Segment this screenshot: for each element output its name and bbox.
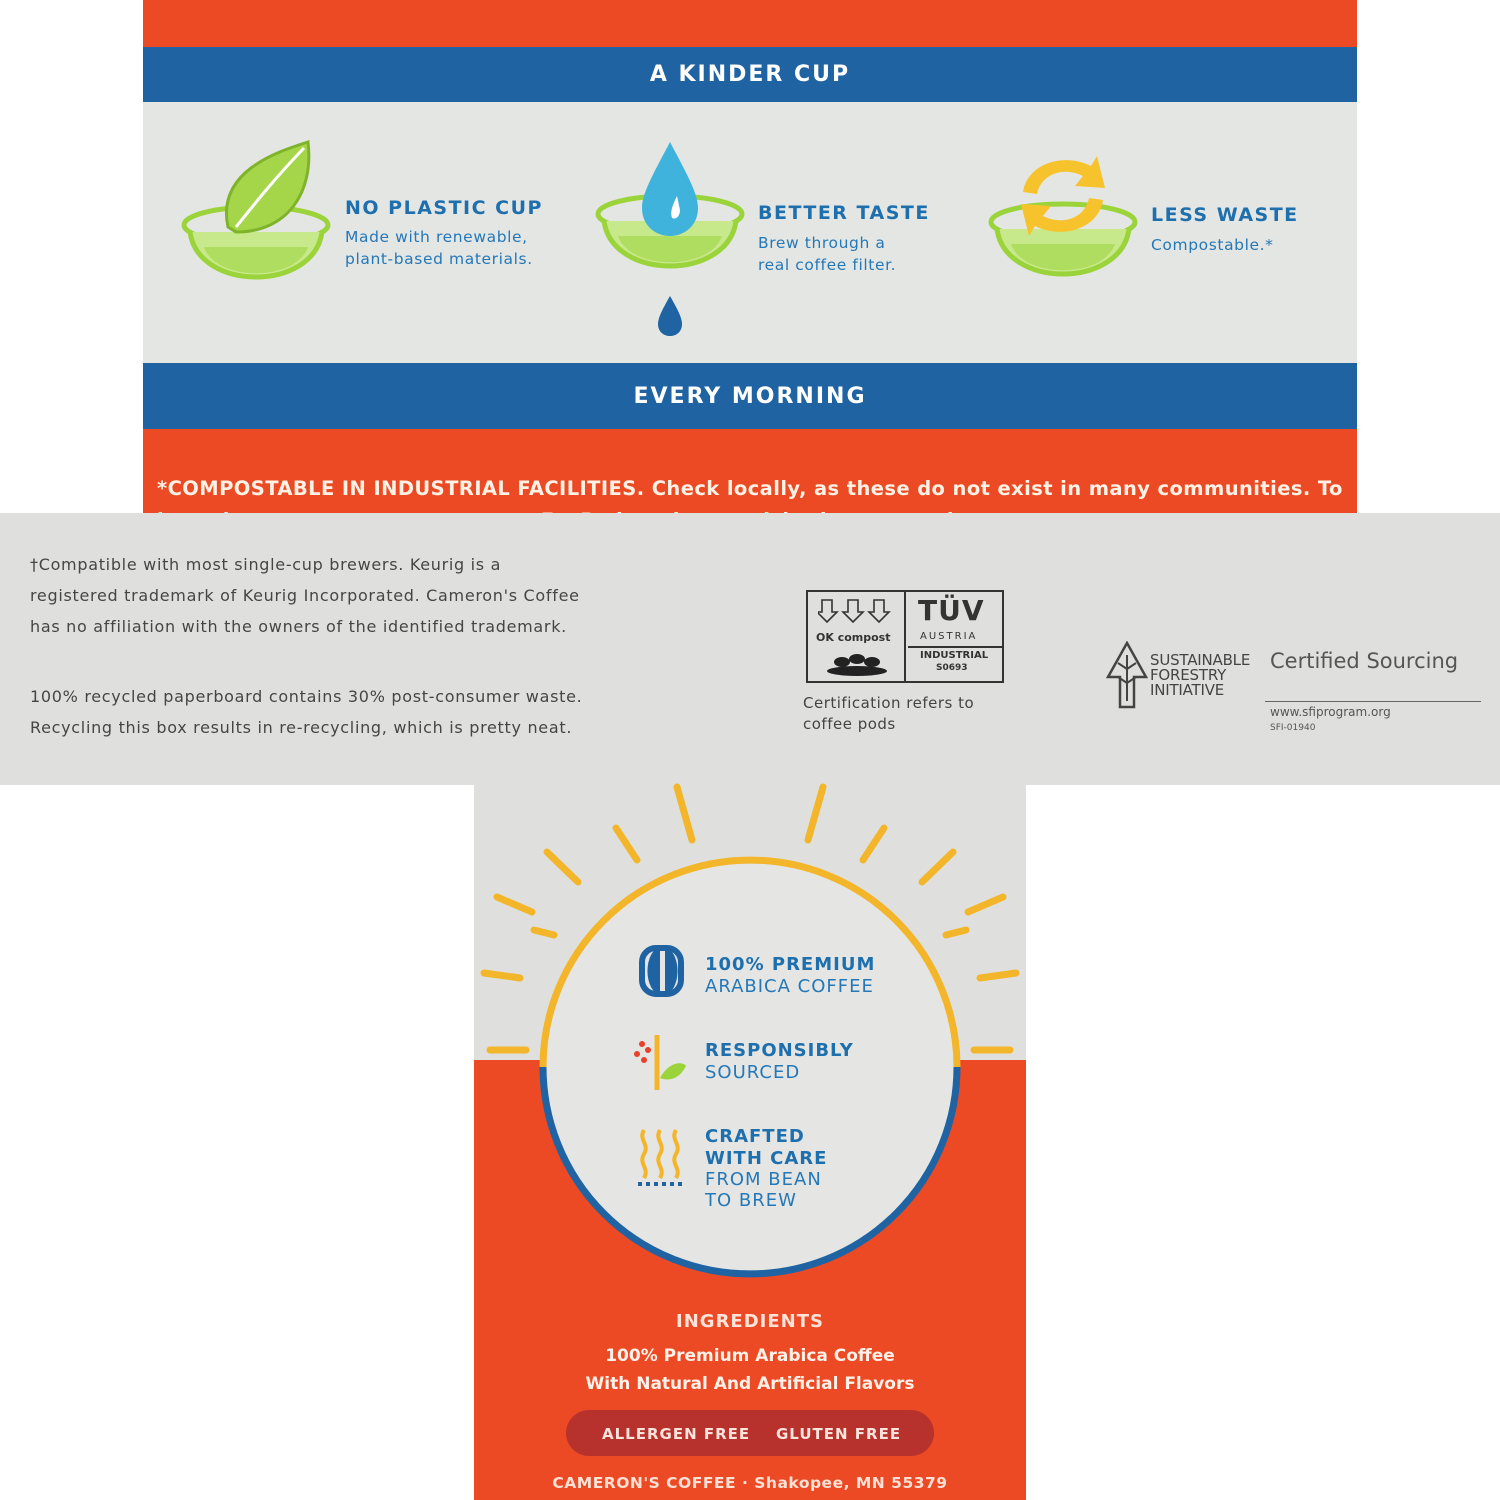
seedling-icon (822, 652, 892, 678)
feature-desc-line1: Brew through a (758, 234, 886, 252)
sfi-line1: SUSTAINABLE (1150, 651, 1251, 669)
claim-crafted: CRAFTED (705, 1126, 805, 1147)
cert-note-line1: Certification refers to (803, 694, 975, 712)
compat-line-3: has no affiliation with the owners of the identified trademark. (30, 617, 567, 636)
tuv-label: TÜV (918, 594, 985, 627)
down-arrows-icon (818, 598, 898, 624)
sfi-line2: FORESTRY (1150, 666, 1227, 684)
feature-desc-line2: real coffee filter. (758, 256, 897, 274)
compat-line-1: †Compatible with most single-cup brewers. Keurig is a (30, 555, 502, 574)
water-drop-filter-icon (590, 136, 750, 346)
recycle-pod-icon (983, 142, 1143, 312)
feature-desc-line1: Compostable.* (1151, 236, 1274, 254)
coffee-claims-panel (474, 760, 1026, 1500)
sfi-name (1150, 653, 1250, 698)
cert-code: S0693 (936, 663, 968, 673)
allergen-free-label: ALLERGEN FREE (602, 1425, 751, 1443)
feature-desc-line2: plant-based materials. (345, 250, 533, 268)
feature-title-no-plastic: NO PLASTIC CUP (345, 197, 543, 219)
banner-a-kinder-cup: A KINDER CUP (649, 62, 851, 87)
claim-from-bean: FROM BEAN (705, 1169, 822, 1190)
sfi-divider (1265, 701, 1481, 702)
austria-label: AUSTRIA (920, 631, 978, 642)
compat-line-2: registered trademark of Keurig Incorporated. Cameron's Coffee (30, 586, 580, 605)
company-address: CAMERON'S COFFEE · Shakopee, MN 55379 (552, 1474, 948, 1492)
claim-arabica: ARABICA COFFEE (705, 976, 874, 997)
steam-icon (638, 1130, 682, 1184)
certification-note (803, 693, 974, 735)
ingredients-line-2: With Natural And Artificial Flavors (585, 1374, 915, 1394)
recycle-line-2: Recycling this box results in re-recycling, which is pretty neat. (30, 718, 573, 737)
sfi-code: SFI-01940 (1270, 723, 1316, 733)
claim-sourced: SOURCED (705, 1062, 801, 1083)
ok-compost-label: OK compost (816, 631, 891, 644)
feature-strip (143, 102, 1357, 370)
sfi-tree-icon (1106, 641, 1148, 713)
sfi-line3: INITIATIVE (1150, 681, 1225, 699)
compostable-cup-panel (143, 0, 1357, 545)
claim-premium: 100% PREMIUM (705, 954, 876, 975)
feature-desc-line1: Made with renewable, (345, 228, 528, 246)
banner-every-morning: EVERY MORNING (633, 384, 867, 409)
claim-to-brew: TO BREW (705, 1190, 797, 1211)
cert-note-line2: coffee pods (803, 715, 896, 733)
feature-title-less-waste: LESS WASTE (1151, 204, 1299, 226)
compostable-footnote: *COMPOSTABLE IN INDUSTRIAL FACILITIES. Check locally, as these do not exist in many communities. To (157, 477, 1343, 500)
industrial-label: INDUSTRIAL (920, 650, 989, 661)
feature-title-better-taste: BETTER TASTE (758, 202, 930, 224)
ok-compost-certification-logo (806, 590, 1004, 683)
claim-with-care: WITH CARE (705, 1148, 828, 1169)
gluten-free-label: GLUTEN FREE (776, 1425, 902, 1443)
ingredients-title: INGREDIENTS (676, 1311, 824, 1332)
ingredients-line-1: 100% Premium Arabica Coffee (605, 1346, 895, 1366)
sfi-url: www.sfiprogram.org (1270, 705, 1391, 719)
leaf-in-pod-icon (176, 132, 336, 312)
claim-responsibly: RESPONSIBLY (705, 1040, 854, 1061)
allergen-badge (566, 1410, 934, 1456)
certified-sourcing-label: Certified Sourcing (1270, 649, 1459, 673)
recycle-line-1: 100% recycled paperboard contains 30% post-consumer waste. (30, 687, 583, 706)
legal-info-panel (0, 513, 1500, 785)
